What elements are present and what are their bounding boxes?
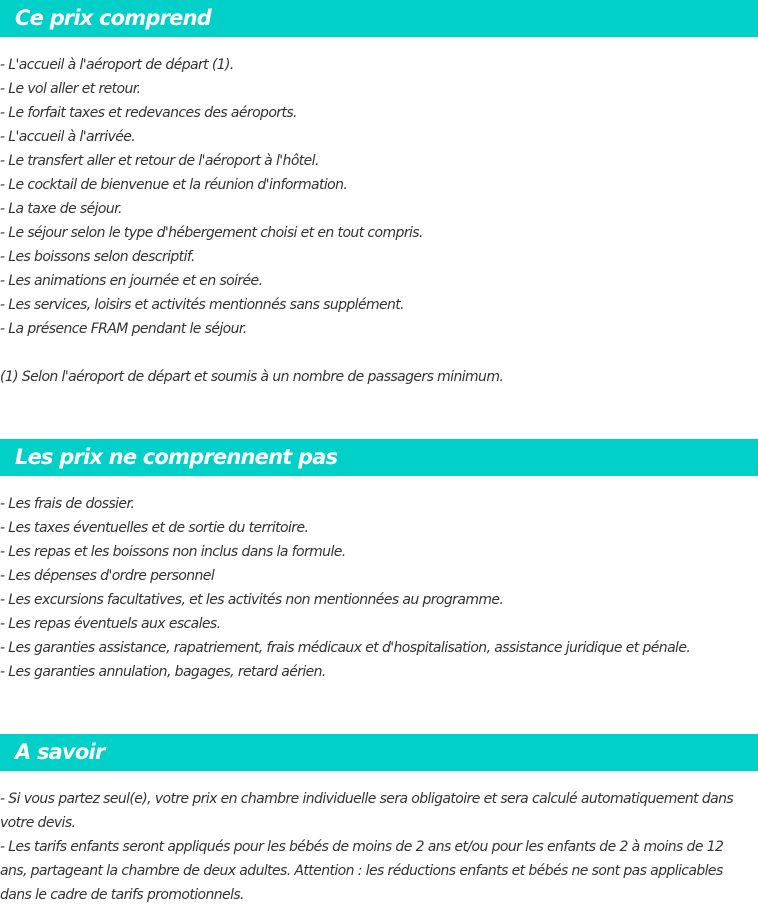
list-item: - Les excursions facultatives, et les activités non mentionnées au programme. bbox=[0, 592, 504, 608]
footnote: (1) Selon l'aéroport de départ et soumis à un nombre de passagers minimum. bbox=[0, 369, 504, 385]
info-paragraph-single-room: - Si vous partez seul(e), votre prix en chambre individuelle sera obligatoire et sera calculé automatiquement dans votre devis. bbox=[0, 791, 734, 831]
list-item: - Les taxes éventuelles et de sortie du territoire. bbox=[0, 520, 309, 536]
section-header-price-excludes: Les prix ne comprennent pas bbox=[0, 439, 758, 476]
price-excludes-list bbox=[0, 492, 758, 684]
info-paragraph-child-rates: - Les tarifs enfants seront appliqués pour les bébés de moins de 2 ans et/ou pour les enfants de 2 à moins de 12 ans, partageant la chambre de deux adultes. Attention : les réductions enfants et bébés ne sont pas applicables dans le cadre de tarifs promotionnels. bbox=[0, 839, 724, 903]
list-item: - Les dépenses d'ordre personnel bbox=[0, 568, 215, 584]
list-item: - Les garanties assistance, rapatriement, frais médicaux et d'hospitalisation, assistance juridique et pénale. bbox=[0, 640, 691, 656]
list-item: - Les repas éventuels aux escales. bbox=[0, 616, 221, 632]
list-item: - Les boissons selon descriptif. bbox=[0, 249, 195, 265]
list-item: - Le cocktail de bienvenue et la réunion d'information. bbox=[0, 177, 348, 193]
price-includes-list bbox=[0, 53, 758, 341]
list-item: - La présence FRAM pendant le séjour. bbox=[0, 321, 247, 337]
section-header-price-includes: Ce prix comprend bbox=[0, 0, 758, 37]
list-item: - Les animations en journée et en soirée. bbox=[0, 273, 263, 289]
list-item: - Le séjour selon le type d'hébergement choisi et en tout compris. bbox=[0, 225, 423, 241]
list-item: - La taxe de séjour. bbox=[0, 201, 122, 217]
list-item: - Les garanties annulation, bagages, retard aérien. bbox=[0, 664, 326, 680]
list-item: - Les repas et les boissons non inclus dans la formule. bbox=[0, 544, 346, 560]
list-item: - Le forfait taxes et redevances des aéroports. bbox=[0, 105, 297, 121]
list-item: - L'accueil à l'aéroport de départ (1). bbox=[0, 57, 234, 73]
list-item: - Les frais de dossier. bbox=[0, 496, 135, 512]
list-item: - L'accueil à l'arrivée. bbox=[0, 129, 136, 145]
list-item: - Le vol aller et retour. bbox=[0, 81, 141, 97]
section-header-good-to-know: A savoir bbox=[0, 734, 758, 771]
list-item: - Les services, loisirs et activités mentionnés sans supplément. bbox=[0, 297, 405, 313]
list-item: - Le transfert aller et retour de l'aéroport à l'hôtel. bbox=[0, 153, 319, 169]
